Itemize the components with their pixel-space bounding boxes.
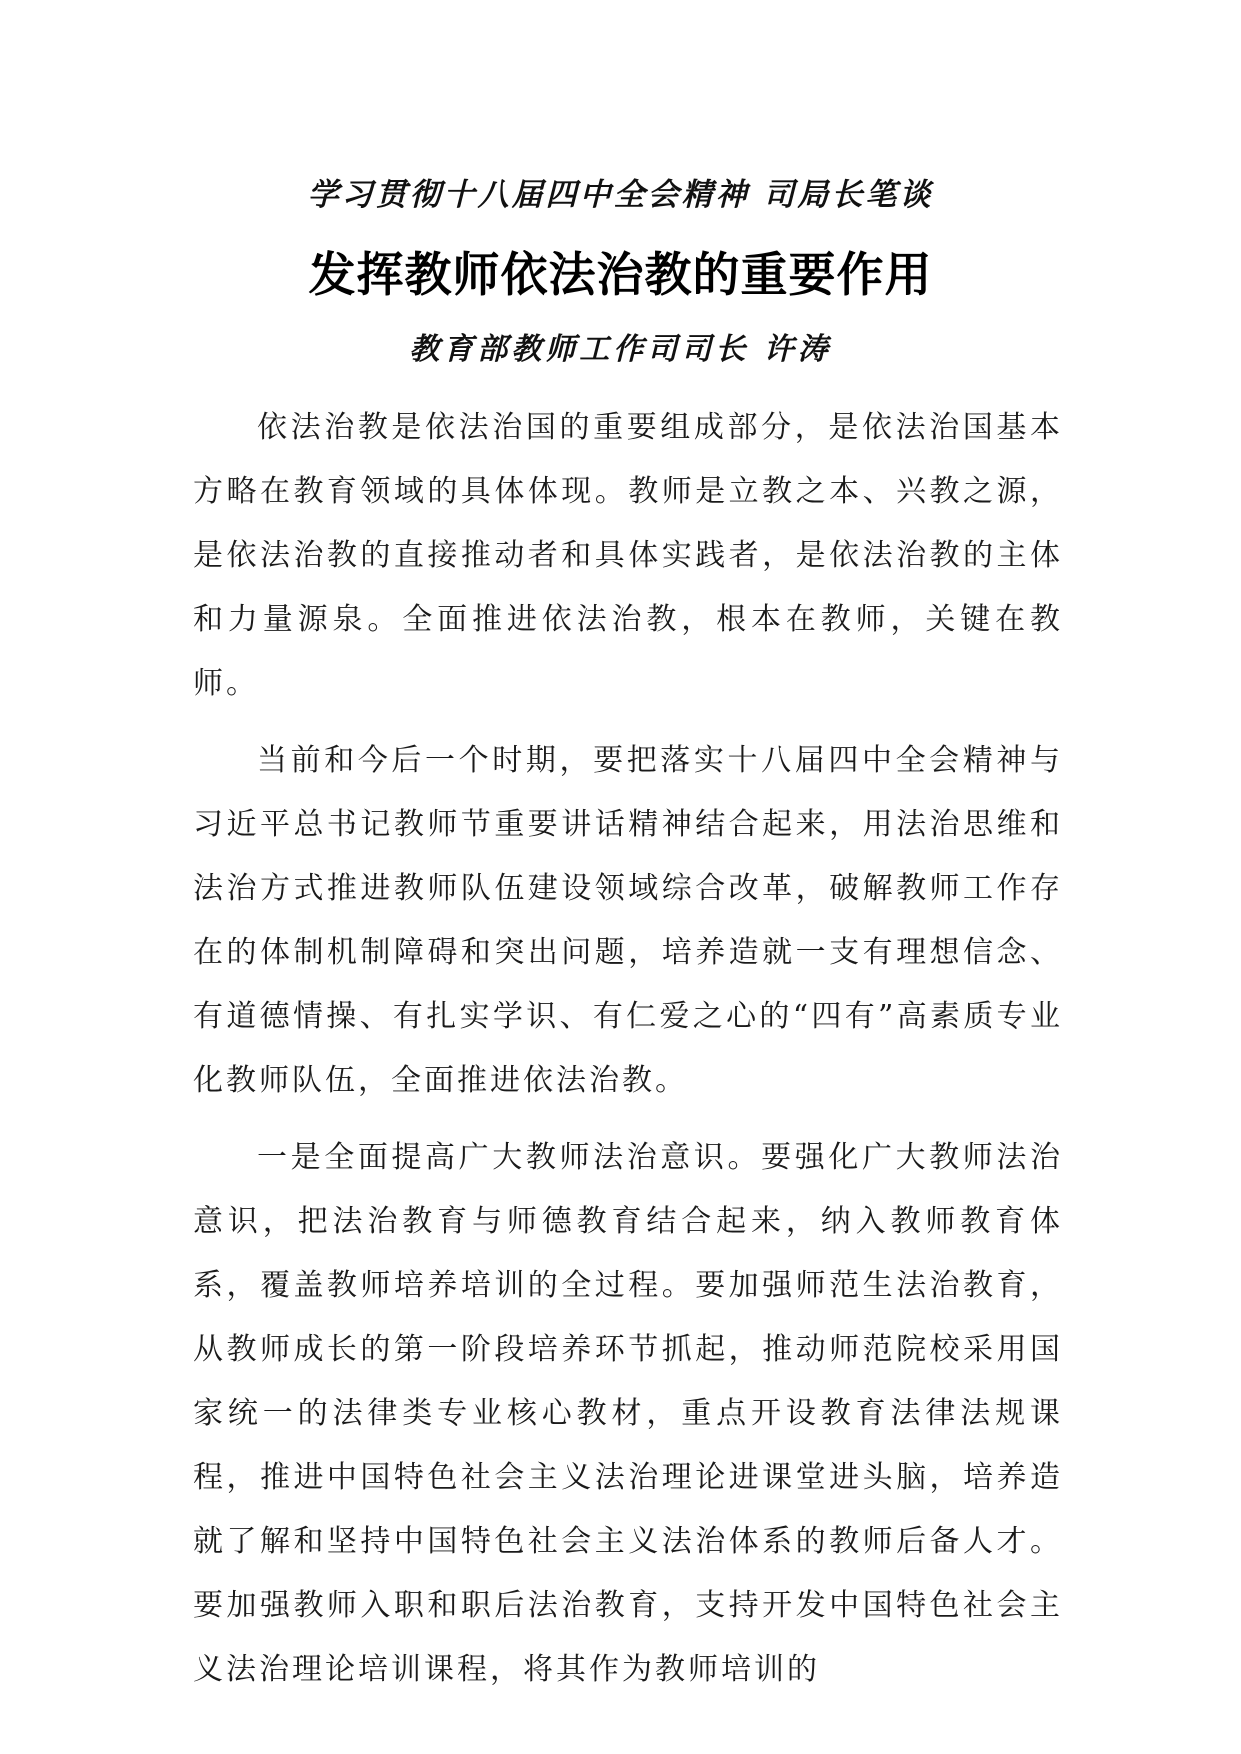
- article-body: [193, 396, 1063, 1715]
- author-byline: 教育部教师工作司司长 许涛: [409, 332, 832, 367]
- paragraph-3: 一是全面提高广大教师法治意识。要强化广大教师法治意识，把法治教育与师德教育结合起来，纳入教师教育体系，覆盖教师培养培训的全过程。要加强师范生法治教育，从教师成长的第一阶段培养环节抓起，推动师范院校采用国家统一的法律类专业核心教材，重点开设教育法律法规课程，推进中国特色社会主义法治理论进课堂进头脑，培养造就了解和坚持中国特色社会主义法治体系的教师后备人才。要加强教师入职和职后法治教育，支持开发中国特色社会主义法治理论培训课程，将其作为教师培训的: [193, 1140, 1063, 1687]
- paragraph-1: 依法治教是依法治国的重要组成部分，是依法治国基本方略在教育领域的具体体现。教师是立教之本、兴教之源，是依法治教的直接推动者和具体实践者，是依法治教的主体和力量源泉。全面推进依法治教，根本在教师，关键在教师。: [193, 410, 1063, 701]
- series-title: 学习贯彻十八届四中全会精神 司局长笔谈: [307, 177, 934, 213]
- article-title: 发挥教师依法治教的重要作用: [308, 248, 933, 303]
- paragraph-2: 当前和今后一个时期，要把落实十八届四中全会精神与习近平总书记教师节重要讲话精神结合起来，用法治思维和法治方式推进教师队伍建设领域综合改革，破解教师工作存在的体制机制障碍和突出问题，培养造就一支有理想信念、有道德情操、有扎实学识、有仁爱之心的“四有”高素质专业化教师队伍，全面推进依法治教。: [193, 743, 1063, 1098]
